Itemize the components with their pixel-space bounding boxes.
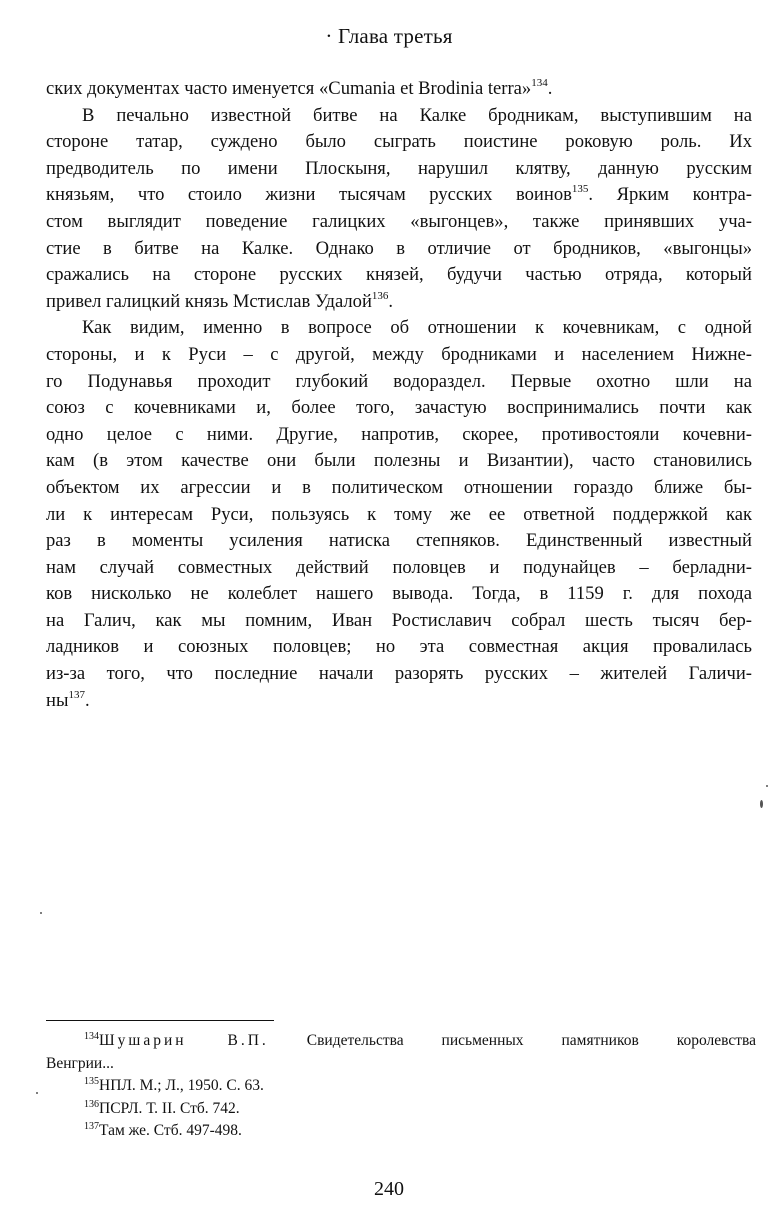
text-line: объектом их агрессии и в политическом отношении гораздо ближе бы- [46, 476, 752, 498]
text-line: предводитель по имени Плоскыня, нарушил клятву, данную русским [46, 157, 752, 179]
footnote-number: 135 [84, 1076, 99, 1087]
text-line: из-за того, что последние начали разорять русских – жителей Галичи- [46, 663, 752, 685]
text-span: . [547, 78, 553, 99]
running-header: · Глава третья [325, 24, 453, 48]
text-line: союз с кочевниками и, более того, зачастую воспринимались почти как [46, 397, 752, 419]
footnote-number: 136 [84, 1098, 99, 1110]
scan-speck [40, 912, 42, 914]
text-line: го Подунавья проходит глубокий водораздел. Первые охотно шли на [46, 370, 752, 392]
footnote-137 [46, 1120, 756, 1143]
text-line: стороне татар, суждено было сыграть поистине роковую роль. Их [46, 131, 752, 153]
text-span: привел галицкий князь Мстислав Удалой [46, 290, 372, 312]
text-line: стороны, и к Руси – с другой, между бродниками и населением Нижне- [46, 343, 752, 365]
text-line: раз в моменты усиления натиска степняков. Единственный известный [46, 530, 752, 552]
footnote-134-cont: Венгрии... [46, 1054, 114, 1072]
text-span: ны [46, 689, 69, 711]
footnote-text: ПСРЛ. Т. II. Стб. 742. [99, 1099, 240, 1117]
footnote-135 [46, 1075, 756, 1098]
footnote-rule [46, 1020, 274, 1021]
text-line: ков нисколько не колеблет нашего вывода. Тогда, в 1159 г. для похода [46, 583, 752, 605]
text-line: стие в битве на Калке. Однако в отличие от бродников, «выгонцы» [46, 237, 752, 259]
text-line: стом выглядит поведение галицких «выгонцев», также принявших уча- [46, 210, 752, 232]
text-line: ли к интересам Руси, пользуясь к тому же ее ответной поддержкой как [46, 503, 752, 525]
page-number: 240 [374, 1178, 404, 1200]
scan-speck [760, 800, 763, 808]
text-line [46, 182, 752, 209]
footnote-134 [46, 1030, 756, 1053]
text-line: Как видим, именно в вопросе об отношении к кочевникам, с одной [82, 317, 752, 339]
text-line: В печально известной битве на Калке бродникам, выступившим на [82, 104, 752, 126]
text-line: сражались на стороне русских князей, будучи частью отряда, который [46, 264, 752, 286]
text-line: кам (в этом качестве они были полезны и Византии), часто становились [46, 450, 752, 472]
footnote-ref[interactable]: 137 [68, 688, 85, 701]
text-line: одно целое с ними. Другие, напротив, скорее, противостояли кочевни- [46, 423, 752, 445]
footnote-ref[interactable]: 134 [531, 77, 548, 89]
footnote-ref[interactable]: 136 [371, 289, 389, 302]
footnote-author: Шушарин В.П. [99, 1032, 269, 1049]
footnote-136 [46, 1098, 756, 1121]
text-line [46, 76, 752, 103]
footnotes [46, 1030, 756, 1143]
text-span: князьям, что стоило жизни тысячам русских воинов [46, 184, 572, 206]
text-span: . Ярким контра- [588, 184, 752, 206]
footnote-number: 134 [84, 1031, 99, 1042]
text-line [46, 688, 752, 715]
footnote-title: Свидетельства письменных памятников королевства [306, 1032, 757, 1049]
text-span: . [84, 689, 90, 711]
main-text [46, 76, 752, 714]
text-line: нам случай совместных действий половцев и подунайцев – берладни- [46, 556, 752, 578]
footnote-ref[interactable]: 135 [571, 183, 589, 196]
text-line [46, 289, 752, 316]
text-line: на Галич, как мы помним, Иван Ростиславич собрал шесть тысяч бер- [46, 609, 752, 631]
footnote-text: НПЛ. М.; Л., 1950. С. 63. [99, 1077, 264, 1094]
text-span: ских документах часто именуется «Cumania et Brodinia terra» [46, 78, 532, 99]
footnote-text: Там же. Стб. 497-498. [99, 1122, 242, 1139]
scan-speck [766, 785, 768, 787]
scan-speck [36, 1092, 38, 1094]
text-span: . [388, 290, 394, 312]
text-line: ладников и союзных половцев; но эта совместная акция провалилась [46, 636, 752, 658]
footnote-number: 137 [84, 1121, 99, 1132]
